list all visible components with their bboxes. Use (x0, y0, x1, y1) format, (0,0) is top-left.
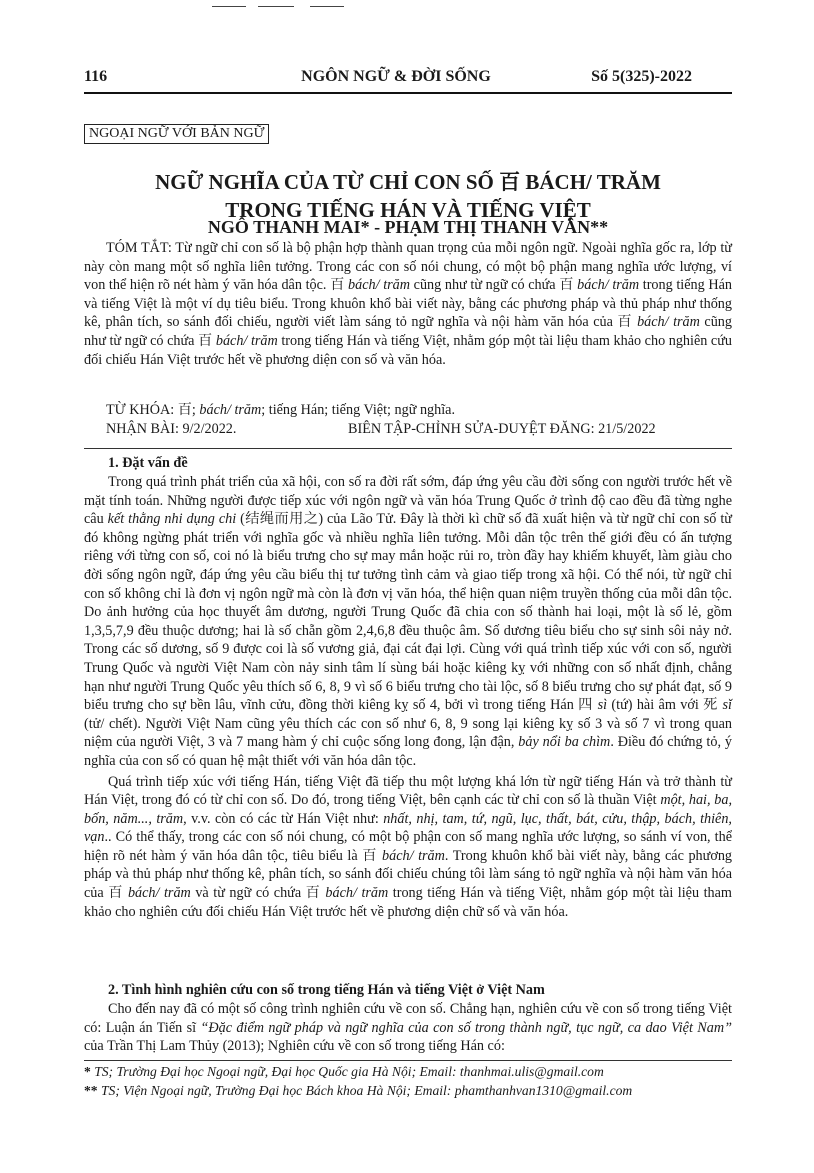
footnote-text: TS; Viện Ngoại ngữ, Trường Đại học Bách khoa Hà Nội; Email: phamthanhvan1310@gmail.com (97, 1083, 633, 1098)
top-mark (310, 6, 344, 7)
abstract-text: trong tiếng Hán và tiếng Việt, nhằm góp một tài liệu tham khảo cho nghiên cứu đối chiếu Hán Việt trước hết về phương diện con số và văn hóa. (84, 332, 733, 368)
abstract-term: bách/ trăm (215, 332, 278, 349)
abstract-term: bách/ trăm (348, 277, 410, 294)
abstract-text: cũng như từ ngữ có chứa 百 (410, 277, 578, 294)
footnote-2 (84, 1083, 632, 1099)
article-authors: NGÔ THANH MAI* - PHẠM THỊ THANH VÂN** (207, 217, 609, 237)
footnote-marker: * (84, 1064, 91, 1079)
keywords-text: 百; (174, 402, 200, 418)
abstract-text: cũng như từ ngữ có chứa 百 (84, 314, 732, 349)
abstract-text: trong tiếng Hán và tiếng Việt là một ví dụ tiêu biểu. Trong khuôn khổ bài viết này, bằng các phương pháp và thủ pháp như thống kê, phân tích, so sánh đối chiếu, người viết làm sáng tỏ ngữ nghĩa và nội hàm văn hóa của 百 (84, 277, 733, 331)
keywords-term: bách/ trăm (199, 402, 262, 418)
issue-number: Số 5(325)-2022 (591, 68, 692, 85)
article-title-line-1: NGỮ NGHĨA CỦA TỪ CHỈ CON SỐ 百 BÁCH/ TRĂM (155, 170, 661, 194)
abstract-label: TÓM TẮT: (106, 240, 172, 256)
abstract-term: bách/ trăm (637, 314, 700, 331)
section-label: NGOẠI NGỮ VỚI BẢN NGỮ (84, 124, 269, 144)
received-date: NHẬN BÀI: 9/2/2022. (106, 421, 237, 437)
abstract-text: Từ ngữ chỉ con số là bộ phận hợp thành quan trọng của mỗi ngôn ngữ. Ngoài nghĩa gốc ra, lớp từ này còn mang một số nghĩa liên tưởng. Trong các con số nói chung, có một bộ phận mang nghĩa ước lượng, ví von thể hiện rõ nét hàm ý văn hóa dân tộc. 百 (84, 240, 733, 294)
header-rule (84, 92, 732, 94)
keywords-label: TỪ KHÓA: (106, 402, 175, 418)
top-mark (212, 6, 246, 7)
article-title-line-2: TRONG TIẾNG HÁN VÀ TIẾNG VIỆT (225, 198, 591, 222)
paragraph: Cho đến nay đã có một số công trình nghiên cứu về con số. Chẳng hạn, nghiên cứu về con số trong tiếng Việt có: Luận án Tiến sĩ “Đặc điểm ngữ pháp và ngữ nghĩa của con số trong thành ngữ, tục ngữ, ca dao Việt Nam” của Trần Thị Lam Thủy (2013); Nghiên cứu về con số trong tiếng Hán có: (84, 1001, 732, 1055)
keywords-text: ; tiếng Hán; tiếng Việt; ngữ nghĩa. (261, 402, 456, 418)
paragraph: Quá trình tiếp xúc với tiếng Hán, tiếng Việt đã tiếp thu một lượng khá lớn từ ngữ tiếng Hán và trở thành từ Hán Việt, trong đó có từ chỉ con số. Do đó, trong tiếng Việt, bên cạnh các từ chỉ con số là thuần Việt một, hai, ba, bốn, năm..., trăm, v.v. còn có các từ Hán Việt như: nhất, nhị, tam, tứ, ngũ, lục, thất, bát, cửu, thập, bách, thiên, vạn.. Có thể thấy, trong các con số nói chung, có một bộ phận con số mang nghĩa ước lượng, so sánh ví von, thể hiện rõ nét hàm ý văn hóa dân tộc, tiêu biểu là 百 bách/ trăm. Trong khuôn khổ bài viết này, bằng các phương pháp và thủ pháp như thống kê, phân tích, so sánh đối chiếu chúng tôi làm sáng tỏ ngữ nghĩa và nội hàm văn hóa của 百 bách/ trăm và từ ngữ có chứa 百 bách/ trăm trong tiếng Hán và tiếng Việt, nhằm góp một tài liệu tham khảo cho nghiên cứu đối chiếu Hán Việt trước hết về phương diện chữ số và văn hóa. (84, 773, 733, 920)
footnote-text: TS; Trường Đại học Ngoại ngữ, Đại học Quốc gia Hà Nội; Email: thanhmai.ulis@gmail.com (90, 1064, 604, 1079)
keywords (106, 401, 455, 420)
paragraph: Trong quá trình phát triển của xã hội, con số ra đời rất sớm, đáp ứng yêu cầu đời sống con người trước hết về mặt tính toán. Những người được tiếp xúc với ngôn ngữ và văn hóa Trung Quốc ở trình độ cao đều đã từng nghe câu kết thằng nhi dụng chi (结绳而用之) của Lão Tử. Đây là thời kì chữ số đã xuất hiện và từ ngữ chỉ con số từ đó không ngừng phát triển với nghĩa gốc và nhiều nghĩa liên tưởng. Mỗi dân tộc trên thế giới đều có ấn tượng riêng với từng con số, coi nó là biểu trưng cho sự may mắn hoặc rủi ro, tròn đầy hay khiếm khuyết, làm giàu cho đời sống ngôn ngữ, đáp ứng yêu cầu biểu thị tư tưởng tình cảm và giao tiếp trong xã hội. Có thể nói, từ ngữ chỉ con số không chỉ là đơn vị ngôn ngữ mà còn là đơn vị văn hóa, thể hiện quan niệm truyền thống của mỗi dân tộc. Do ảnh hưởng của học thuyết âm dương, người Trung Quốc đã chia con số thành hai loại, một là số lẻ, gồm 1,3,5,7,9 đều thuộc dương; hai là số chẵn gồm 2,4,6,8 đều thuộc âm. Số dương tiêu biểu cho sự sinh sôi nảy nở. Trong các số dương, số 9 được coi là số vương giả, đại cát đại lợi. Cùng với quá trình tiếp xúc với con số, người Trung Quốc và người Việt Nam còn nảy sinh tâm lí sùng bái hoặc kiêng kỵ với những con số nhất định, chẳng hạn như người Trung Quốc yêu thích số 6, 8, 9 vì số 6 biểu trưng cho tài lộc, số 8 biểu trưng cho sự phát đạt, số 9 biểu trưng cho sự bền lâu, vĩnh cửu, đồng thời kiêng kỵ số 4, bởi vì trong tiếng Hán 四 sì (tứ) hài âm với 死 sǐ (tử/ chết). Người Việt Nam cũng yêu thích các con số như 6, 8, 9 song lại kiêng kỵ số 3 và số 7 vì trong quan niệm của người Việt, 3 và 7 mang hàm ý chỉ cuộc sống long đong, lận đận, bảy nổi ba chìm. Điều đó chứng tỏ, ý nghĩa của con số có quan hệ mật thiết với văn hóa dân tộc. (84, 474, 732, 769)
footnote-marker: ** (84, 1083, 98, 1098)
section-heading-1: 1. Đặt vấn đề (108, 455, 188, 471)
footnote-1 (84, 1064, 604, 1080)
journal-name: NGÔN NGỮ & ĐỜI SỐNG (301, 68, 491, 85)
top-mark (258, 6, 294, 7)
footnote-rule (84, 1060, 732, 1061)
section-heading-2: 2. Tình hình nghiên cứu con số trong tiếng Hán và tiếng Việt ở Việt Nam (108, 982, 545, 998)
accepted-date: BIÊN TẬP-CHỈNH SỬA-DUYỆT ĐĂNG: 21/5/2022 (348, 421, 656, 437)
page-number: 116 (84, 68, 108, 85)
running-header (84, 68, 732, 94)
abstract-term: bách/ trăm (577, 277, 640, 294)
separator-line (84, 448, 732, 449)
section-2-body (84, 1000, 732, 1056)
abstract (84, 239, 732, 369)
section-1-body (84, 473, 732, 921)
